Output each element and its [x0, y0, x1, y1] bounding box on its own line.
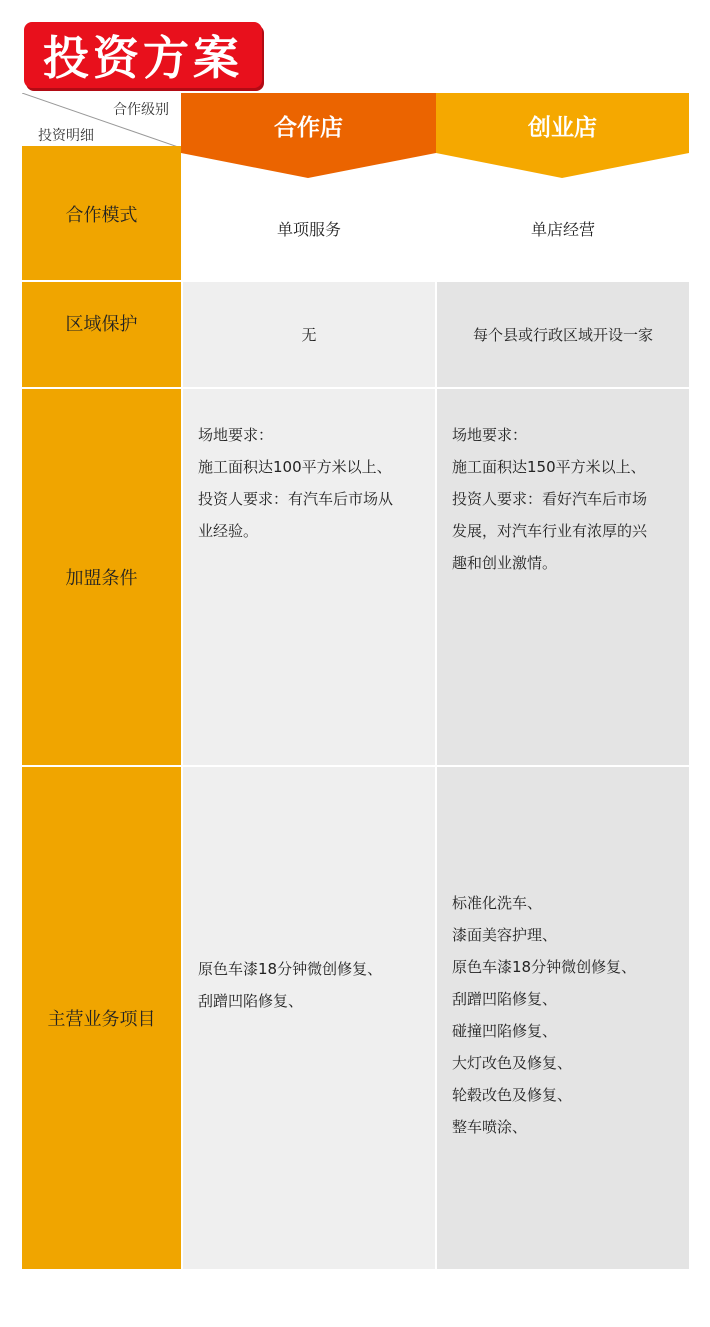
text-line: 刮蹭凹陷修复、 [452, 990, 558, 1008]
text-line: 投资人要求：有汽车后市场从 [198, 490, 394, 508]
row-label-main-business: 主营业务项目 [22, 767, 181, 1269]
table-row [22, 282, 689, 387]
row-label-regional-protection: 区域保护 [22, 282, 181, 387]
text-line: 整车喷涂、 [452, 1118, 528, 1136]
corner-label-level: 合作级别 [113, 102, 169, 118]
business-list [183, 953, 435, 1017]
text-line: 趣和创业激情。 [452, 554, 558, 572]
table-corner-header [22, 93, 181, 148]
text-line: 施工面积达100平方米以上、 [198, 458, 392, 476]
title-badge [24, 22, 262, 88]
business-list [437, 887, 689, 1143]
text-line: 发展，对汽车行业有浓厚的兴 [452, 522, 648, 540]
text-line: 原色车漆18分钟微创修复、 [198, 960, 383, 978]
column-header-label: 创业店 [528, 115, 597, 141]
cell-startup [437, 767, 689, 1269]
table-row [22, 767, 689, 1269]
cell-partner [183, 767, 435, 1269]
text-line: 场地要求： [452, 426, 528, 444]
text-line: 标准化洗车、 [452, 894, 543, 912]
cell-partner-value: 单项服务 [276, 219, 341, 239]
text-line: 投资人要求：看好汽车后市场 [452, 490, 648, 508]
table-row [22, 389, 689, 765]
page-title: 投资方案 [43, 31, 243, 85]
cell-partner-value: 无 [183, 282, 435, 387]
text-line: 轮毂改色及修复、 [452, 1086, 573, 1104]
cell-startup-value: 每个县或行政区域开设一家 [437, 282, 689, 387]
text-line: 场地要求： [198, 426, 274, 444]
text-line: 大灯改色及修复、 [452, 1054, 573, 1072]
requirements-list [437, 419, 689, 579]
row-label-cooperation-mode: 合作模式 [22, 148, 181, 280]
text-line: 施工面积达150平方米以上、 [452, 458, 646, 476]
text-line: 业经验。 [198, 522, 259, 540]
table-row [22, 148, 689, 280]
cell-startup-value: 单店经营 [530, 219, 595, 239]
text-line: 漆面美容护理、 [452, 926, 558, 944]
investment-table [22, 93, 689, 1269]
row-label-franchise-conditions: 加盟条件 [22, 389, 181, 765]
corner-label-details: 投资明细 [38, 128, 94, 144]
text-line: 刮蹭凹陷修复、 [198, 992, 304, 1010]
text-line: 原色车漆18分钟微创修复、 [452, 958, 637, 976]
cell-partner [183, 389, 435, 765]
column-header-label: 合作店 [274, 115, 343, 141]
text-line: 碰撞凹陷修复、 [452, 1022, 558, 1040]
cell-startup [437, 389, 689, 765]
requirements-list [183, 419, 435, 547]
